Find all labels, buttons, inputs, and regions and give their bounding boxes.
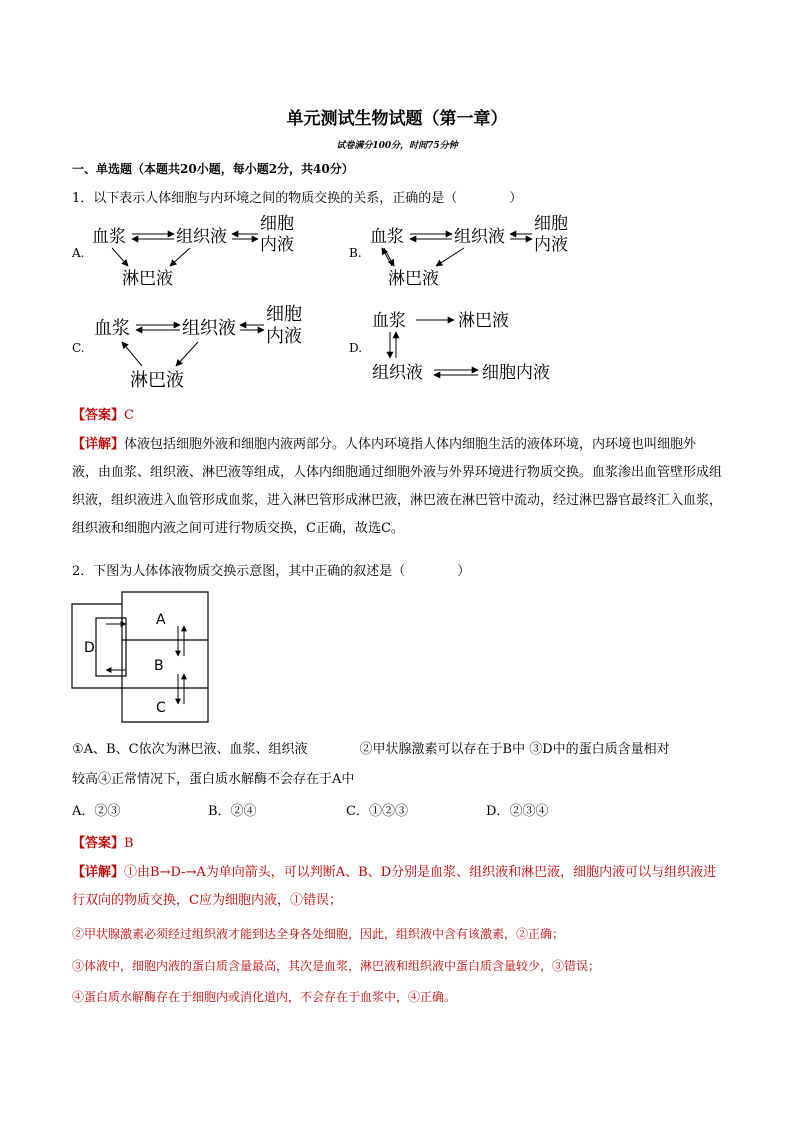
- q2-answer-value: B: [124, 836, 134, 851]
- q1a-plasma: 血浆: [92, 227, 126, 247]
- q1-option-d-diagram: [364, 298, 574, 388]
- q1b-tissue: 组织液: [454, 227, 505, 247]
- q1-detail-tag: 【详解】: [72, 437, 125, 452]
- q1-answer-value: C: [124, 408, 134, 423]
- q2-answer-tag: 【答案】: [72, 836, 125, 851]
- q1a-tissue: 组织液: [176, 227, 227, 247]
- q2-detail-1: ①由B→D-→A为单向箭头，可以判断A、B、D分别是血浆、组织液和淋巴液，细胞内液可以与组织液进行双向的物质交换，C应为细胞内液，①错误；: [72, 865, 717, 908]
- q1-answer: [72, 404, 134, 423]
- q2-option-b: [208, 800, 257, 819]
- q1-detail-text: 体液包括细胞外液和细胞内液两部分。人体内环境指人体内细胞生活的液体环境，内环境也叫细胞外液，由血浆、组织液、淋巴液等组成，人体内细胞通过细胞外液与外界环境进行物质交换。血浆渗出血管壁形成组织液，组织液进入血管形成血浆，进入淋巴管形成淋巴液，淋巴液在淋巴管中流动，经过淋巴器官最终汇入血浆，组织液和细胞内液之间可进行物质交换，C正确，故选C。: [72, 437, 723, 536]
- q2-answer: [72, 832, 134, 851]
- q1b-plasma: 血浆: [370, 227, 404, 247]
- q1c-plasma: 血浆: [94, 318, 130, 339]
- question-1-stem: 1．以下表示人体细胞与内环境之间的物质交换的关系，正确的是（ ）: [72, 191, 523, 206]
- q1c-intra-top: 细胞: [266, 304, 302, 325]
- q1-option-a-diagram: [86, 212, 296, 292]
- q1d-lymph: 淋巴液: [458, 311, 509, 331]
- q2-option-c: [346, 800, 408, 819]
- q1-option-b-diagram: [364, 212, 584, 292]
- q2-option-a-text: ②③: [94, 804, 121, 819]
- exam-info: 试卷满分100分，时间75分钟: [336, 141, 458, 151]
- question-2-stem: 2．下图为人体体液物质交换示意图，其中正确的叙述是（ ）: [72, 564, 471, 579]
- q2-option-b-text: ②④: [230, 804, 257, 819]
- q1a-lymph: 淋巴液: [122, 269, 173, 289]
- section-heading: 一、单选题（本题共20小题，每小题2分，共40分）: [72, 162, 354, 176]
- q2-detail-2: ②甲状腺激素必须经过组织液才能到达全身各处细胞，因此，组织液中含有该激素，②正确；: [72, 927, 565, 941]
- q1-answer-tag: 【答案】: [72, 408, 125, 423]
- q2-label-b: B: [154, 658, 164, 674]
- q2-label-a: A: [156, 612, 166, 628]
- q2-option-d-label: D．: [486, 804, 510, 819]
- page-title: 单元测试生物试题（第一章）: [286, 109, 508, 129]
- q1b-intra-bottom: 内液: [534, 235, 568, 255]
- q1a-intra-top: 细胞: [260, 214, 294, 234]
- q2-detail-3: ③体液中，细胞内液的蛋白质含量最高，其次是血浆，淋巴液和组织液中蛋白质含量较少，③错误；: [72, 959, 601, 973]
- q2-option-b-label: B．: [208, 804, 231, 819]
- q1a-intra-bottom: 内液: [260, 235, 294, 255]
- q1-option-c-label: C.: [72, 341, 85, 355]
- q2-option-a: [72, 800, 120, 819]
- q1-option-c-diagram: [86, 296, 316, 392]
- q1c-intra-bottom: 内液: [266, 326, 302, 347]
- q1d-plasma: 血浆: [372, 311, 406, 331]
- q2-diagram: [70, 590, 210, 724]
- q2-option-a-label: A．: [72, 804, 95, 819]
- q2-label-c: C: [156, 700, 166, 716]
- q2-option-d: [486, 800, 548, 819]
- q1-option-b-label: B.: [349, 246, 362, 260]
- q2-option-c-label: C．: [346, 804, 369, 819]
- q2-option-c-text: ①②③: [368, 804, 408, 819]
- q2-statements-line2: 较高④正常情况下，蛋白质水解酶不会存在于A中: [72, 772, 355, 787]
- q2-detail-tag: 【详解】: [72, 865, 125, 880]
- q1d-intra-full: 细胞内液: [482, 363, 550, 383]
- q2-detail-4: ④蛋白质水解酶存在于细胞内或消化道内，不会存在于血浆中，④正确。: [72, 990, 457, 1004]
- q2-option-d-text: ②③④: [509, 804, 549, 819]
- q1b-intra-top: 细胞: [534, 214, 568, 234]
- q1c-lymph: 淋巴液: [130, 370, 184, 391]
- q1c-tissue: 组织液: [182, 318, 236, 339]
- q1-option-a-label: A.: [72, 246, 85, 260]
- q1-option-d-label: D.: [349, 341, 363, 355]
- q2-label-d: D: [84, 640, 95, 656]
- q1d-tissue: 组织液: [372, 363, 423, 383]
- q2-statements-line1: ①A、B、C依次为淋巴液、血浆、组织液 ②甲状腺激素可以存在于B中 ③D中的蛋白质含量相对: [72, 742, 670, 757]
- q2-explanation: [72, 859, 722, 915]
- q1b-lymph: 淋巴液: [388, 269, 439, 289]
- q1-explanation: [72, 431, 722, 543]
